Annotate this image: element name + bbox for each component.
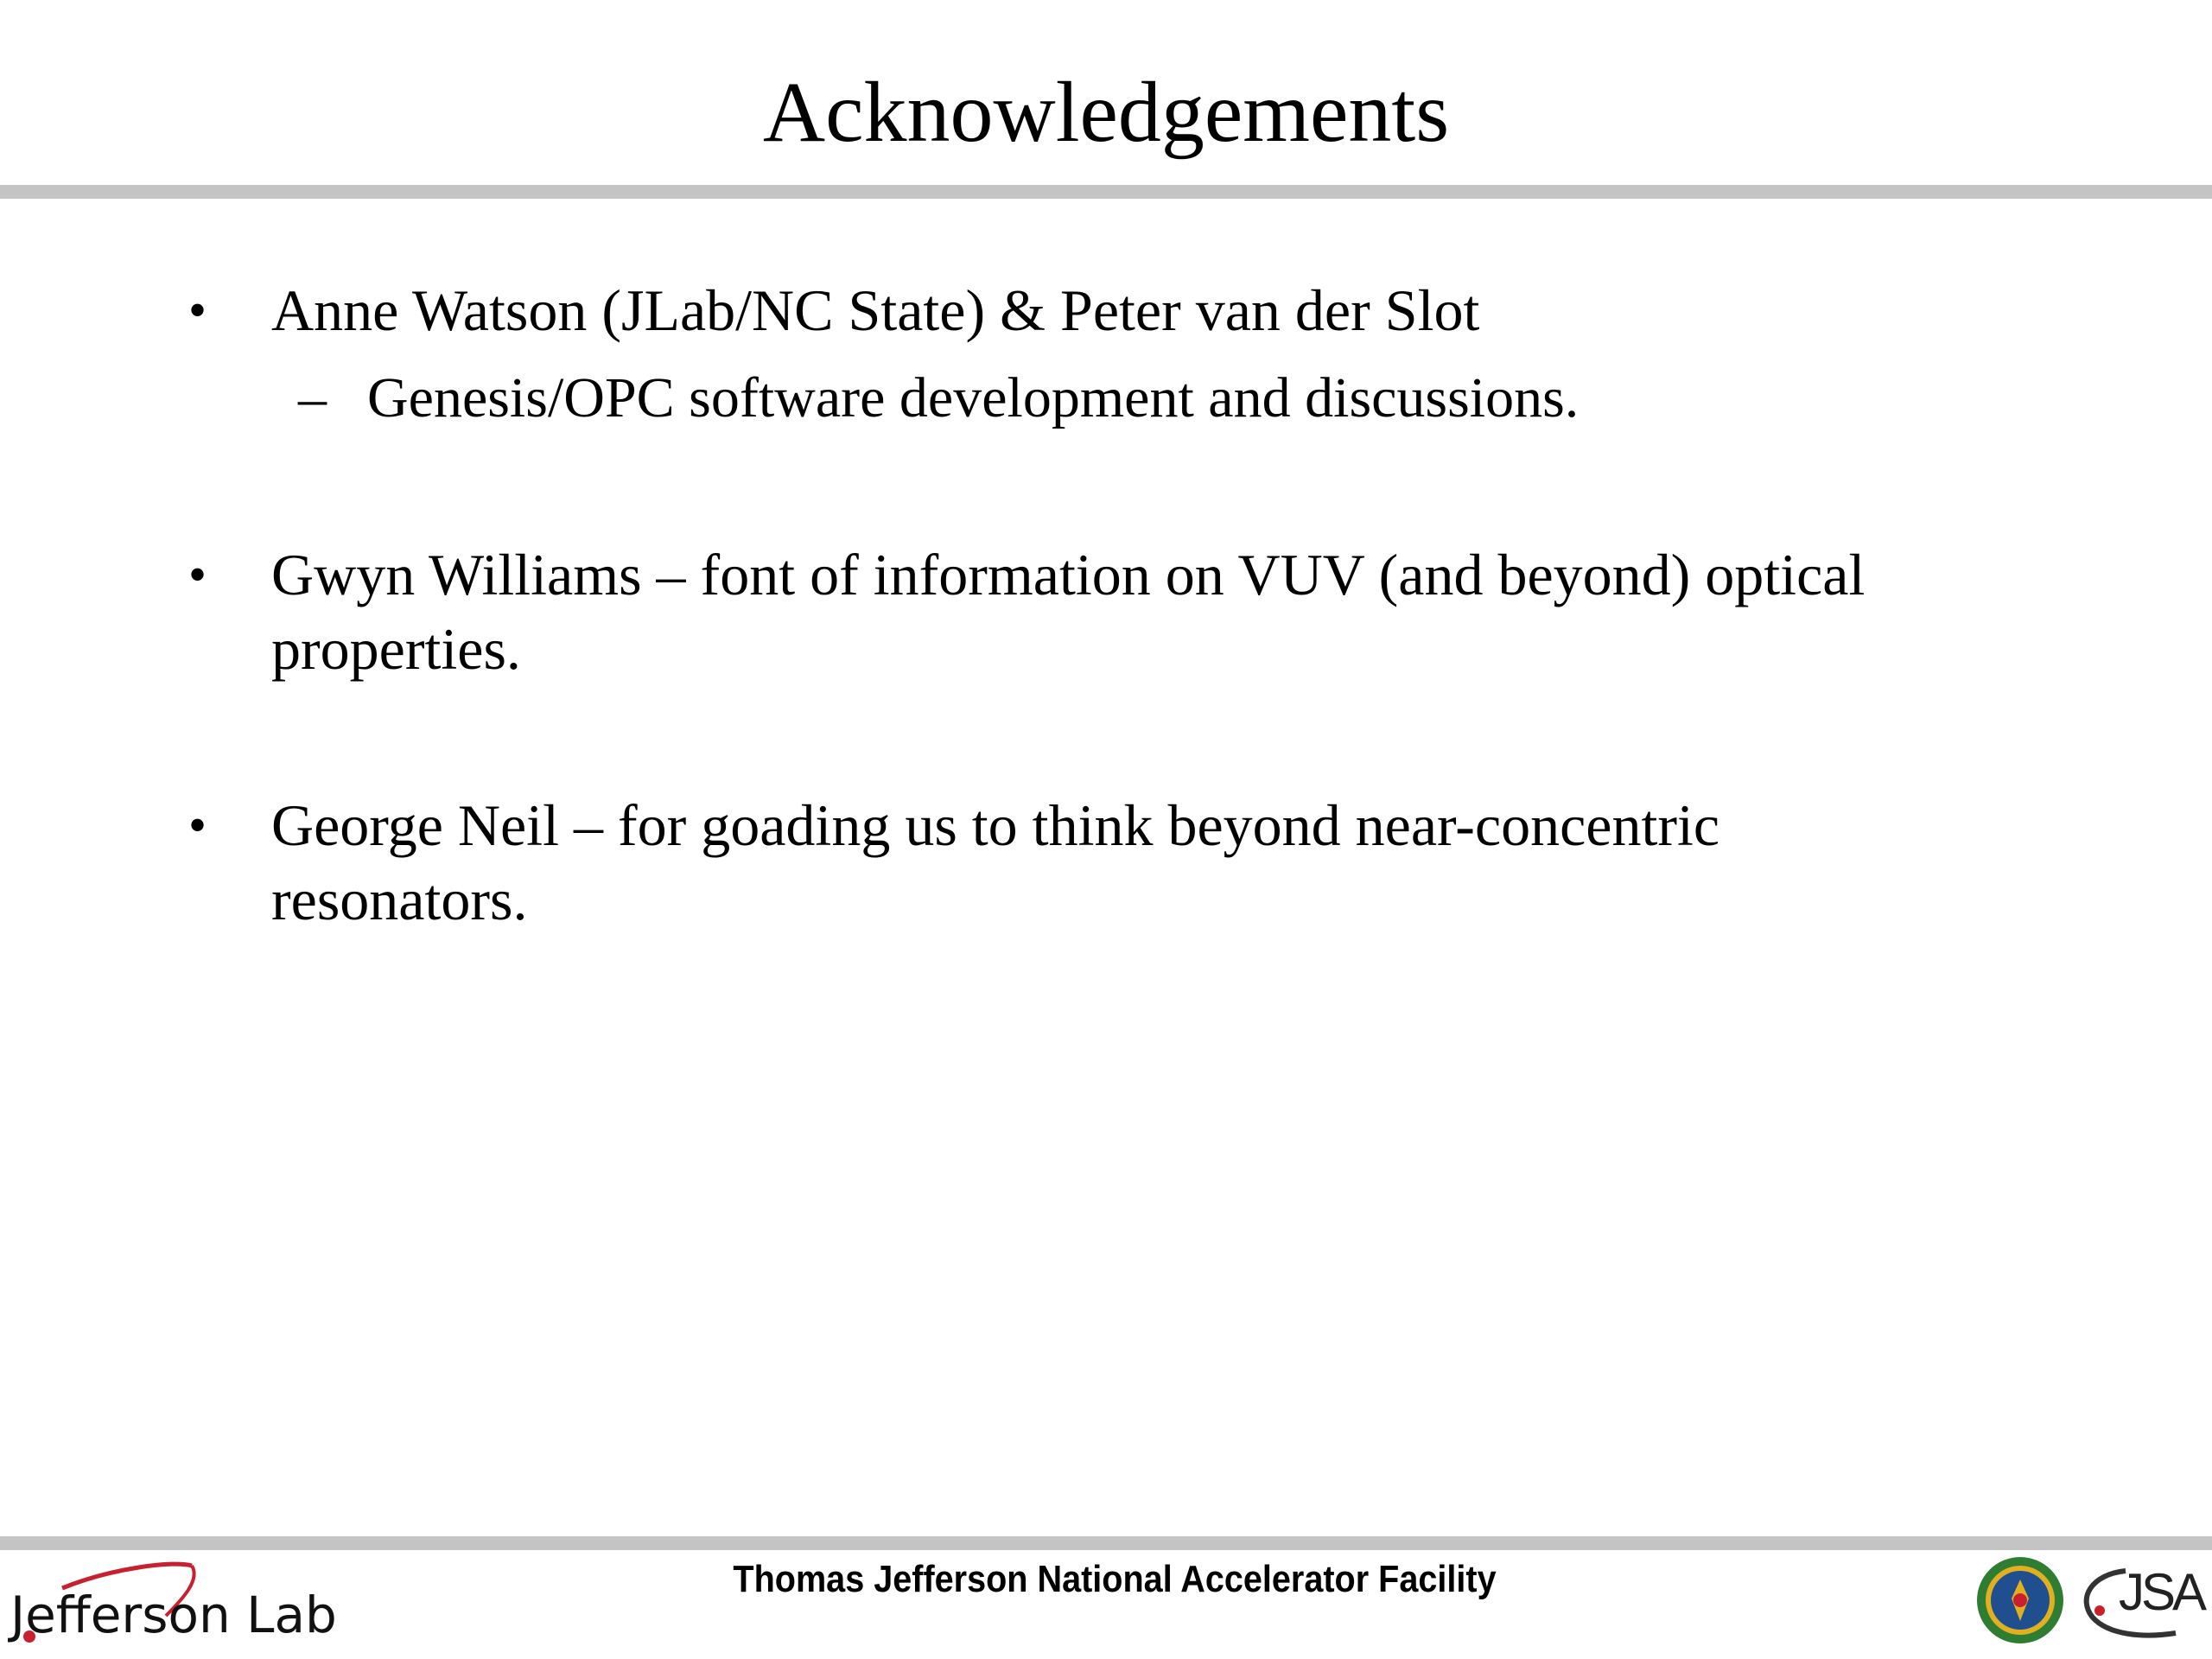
- bullet-text-line-2: resonators.: [271, 867, 528, 932]
- bullet-text-line-1: George Neil – for goading us to think beyond near-concentric: [271, 792, 1720, 858]
- doe-seal-icon: [1975, 1555, 2065, 1645]
- bullet-text-line-1: Gwyn Williams – font of information on VUV (and beyond) optical: [271, 542, 1866, 607]
- bullet-text: Anne Watson (JLab/NC State) & Peter van der Slot: [271, 277, 1480, 343]
- jsa-logo-text: JSA: [2119, 1563, 2204, 1621]
- bullet-marker: •: [188, 546, 207, 603]
- footer-divider: [0, 1536, 2212, 1550]
- bullet-marker: •: [188, 797, 207, 854]
- title-divider: [0, 185, 2212, 199]
- footer-facility-name: [111, 1555, 2102, 1604]
- jefferson-lab-logo-text: Jefferson Lab: [10, 1586, 337, 1644]
- slide-title: Acknowledgements: [762, 64, 1450, 160]
- bullet-marker: •: [188, 282, 207, 339]
- sub-bullet-marker: –: [298, 366, 327, 429]
- footer-facility-text: Thomas Jefferson National Accelerator Facility: [733, 1558, 1497, 1600]
- bullet-text-line-2: properties.: [271, 616, 521, 682]
- jsa-logo: [2074, 1555, 2203, 1650]
- sub-bullet-text: Genesis/OPC software development and discussions.: [367, 366, 1580, 429]
